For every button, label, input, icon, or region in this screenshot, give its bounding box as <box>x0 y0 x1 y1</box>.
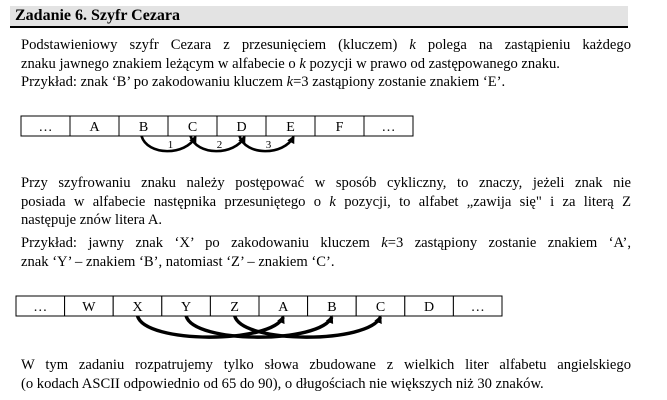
diagram2-cell-label: Y <box>181 300 192 315</box>
cyclic-paragraph <box>21 174 631 230</box>
example-paragraph <box>21 234 631 271</box>
diagram1-cell-label: E <box>286 120 295 135</box>
scope-line-2: (o kodach ASCII odpowiednio od 65 do 90), o długościach nie większych niż 30 znaków. <box>21 375 544 392</box>
shift-arrow-label: 2 <box>216 139 223 151</box>
diagram1-cell-label: … <box>38 120 53 135</box>
diagram1-cell-label: C <box>187 120 198 135</box>
intro-line-2: znaku jawnego znakiem leżącym w alfabecie o k pozycji w prawo od zastępowanego znaku. <box>21 55 560 72</box>
shift-arrow-label: 1 <box>167 139 174 151</box>
diagram1-cell-label: F <box>335 120 344 135</box>
task-title: Zadanie 6. Szyfr Cezara <box>15 7 181 24</box>
wrap-arrow <box>235 316 381 337</box>
diagram2-cell-label: W <box>82 300 96 315</box>
diagram2-cell-label: C <box>375 300 386 315</box>
intro-line-1: Podstawieniowy szyfr Cezara z przesunięciem (kluczem) k polega na zastąpieniu każdego <box>21 37 632 53</box>
diagram2-cell-label: Z <box>230 300 239 315</box>
scope-line-1: W tym zadaniu rozpatrujemy tylko słowa zbudowane z wielkich liter alfabetu angielskiego <box>21 357 631 373</box>
diagram2-cell-label: X <box>132 300 143 315</box>
shift-arrow-label: 3 <box>265 139 272 151</box>
cyclic-line-3: następuje znów litera A. <box>21 212 163 229</box>
scope-paragraph <box>21 356 631 393</box>
diagram1-cell-label: … <box>381 120 396 135</box>
diagram2-cell-label: … <box>470 300 485 315</box>
wrap-arrow <box>186 316 332 337</box>
cyclic-line-2: posiada w alfabecie następnika przesuniętego o k pozycji, to alfabet „zawija się" i za literą Z <box>21 193 631 210</box>
diagram2-cell-label: B <box>327 300 337 315</box>
diagram2-cell-label: A <box>278 300 289 315</box>
diagram1-cell-label: A <box>89 120 100 135</box>
example-line-2: znak ‘Y’ – znakiem ‘B’, natomiast ‘Z’ – znakiem ‘C’. <box>21 253 335 270</box>
diagram2-cell-label: D <box>424 300 435 315</box>
cyclic-line-1: Przy szyfrowaniu znaku należy postępować w sposób cykliczny, to znaczy, jeżeli znak nie <box>21 175 631 191</box>
diagram1-cell-label: B <box>138 120 149 135</box>
example-line-1: Przykład: jawny znak ‘X’ po zakodowaniu kluczem k=3 zastąpiony zostanie znakiem ‘A’, <box>21 235 631 251</box>
intro-line-3: Przykład: znak ‘B’ po zakodowaniu kluczem k=3 zastąpiony zostanie znakiem ‘E’. <box>21 74 506 91</box>
diagram1-cell-label: D <box>236 120 247 135</box>
diagram2-cell-label: … <box>33 300 48 315</box>
